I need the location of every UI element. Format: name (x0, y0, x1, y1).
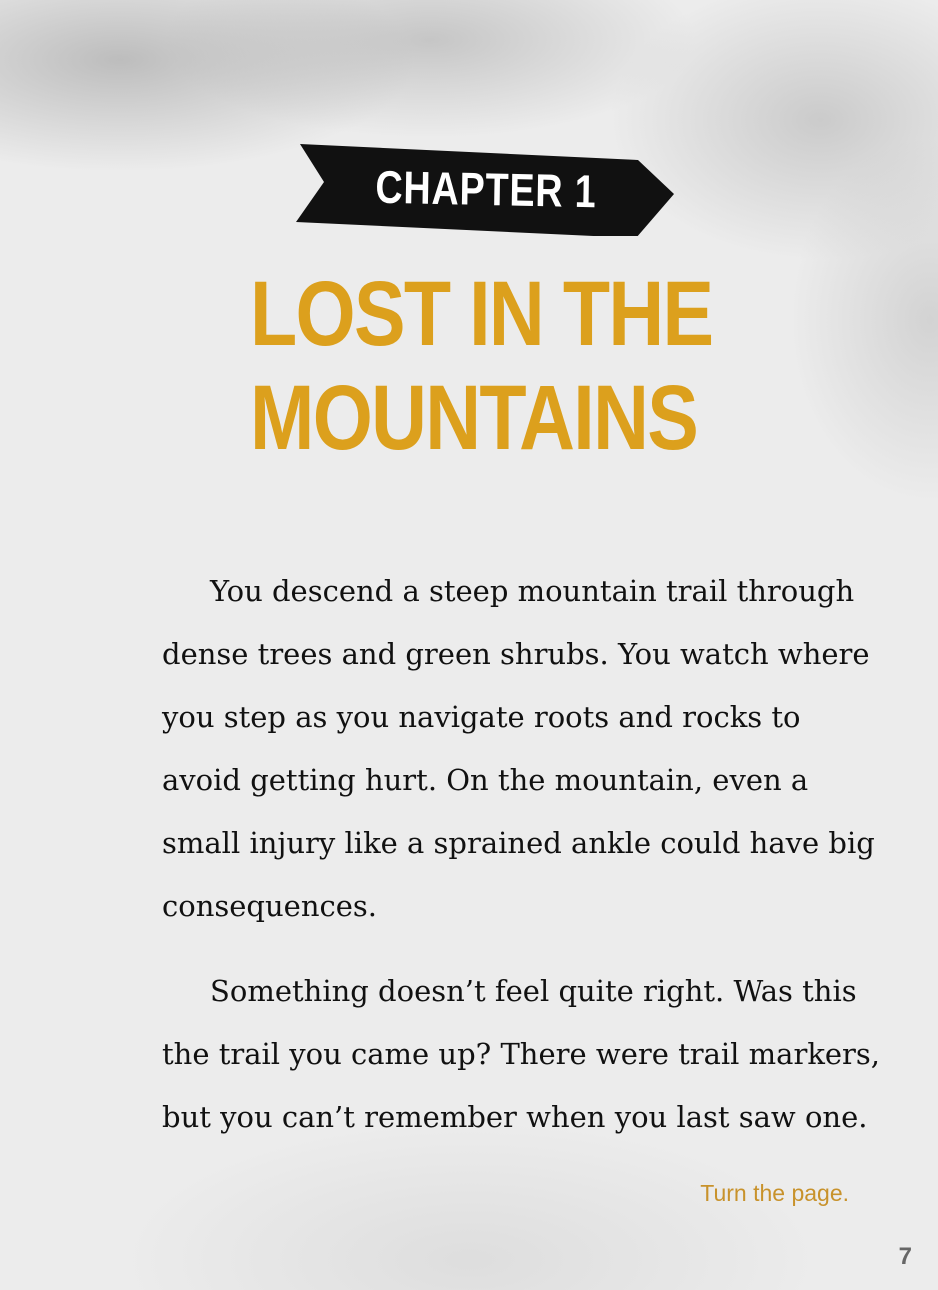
text-line: avoid getting hurt. On the mountain, even a (162, 763, 809, 797)
text-line: you step as you navigate roots and rocks to (162, 700, 801, 734)
text-line: Something doesn’t feel quite right. Was this (210, 974, 857, 1008)
chapter-title (250, 262, 713, 470)
paragraph (162, 960, 881, 1149)
body-text (162, 560, 881, 1149)
text-line: dense trees and green shrubs. You watch where (162, 637, 870, 671)
text-line: small injury like a sprained ankle could have big (162, 826, 875, 860)
chapter-title-line: LOST IN THE (250, 263, 713, 365)
page-number: 7 (898, 1243, 912, 1270)
turn-the-page-prompt: Turn the page. (700, 1180, 849, 1206)
text-line: but you can’t remember when you last saw one. (162, 1100, 868, 1134)
text-line: consequences. (162, 889, 378, 923)
paragraph (162, 560, 875, 938)
chapter-title-line: MOUNTAINS (250, 367, 698, 469)
text-line: You descend a steep mountain trail through (210, 574, 855, 608)
chapter-label: CHAPTER 1 (375, 160, 597, 218)
text-line: the trail you came up? There were trail markers, (162, 1037, 881, 1071)
chapter-banner (296, 144, 676, 236)
